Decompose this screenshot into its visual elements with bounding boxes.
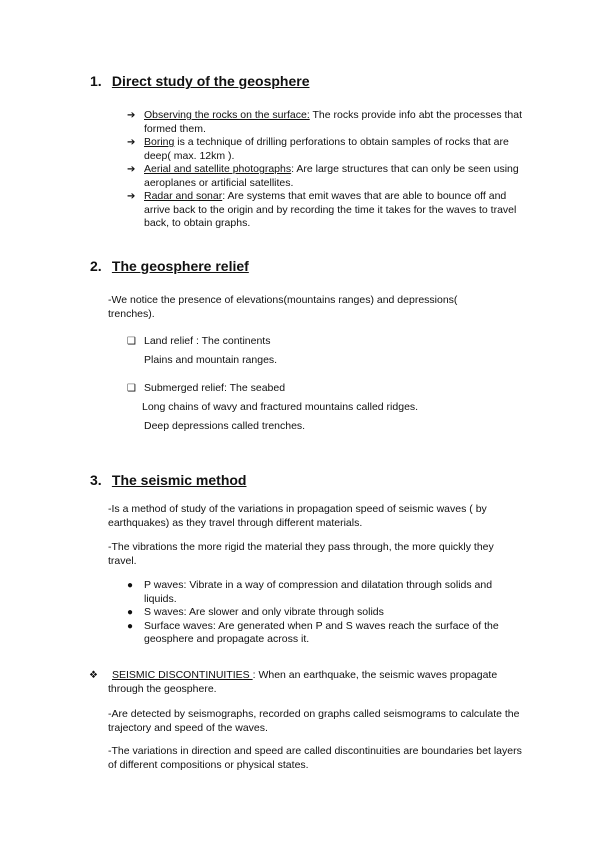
section-number: 1.: [90, 73, 102, 89]
section-1-heading: [90, 73, 309, 89]
arrow-icon: ➔: [127, 191, 136, 202]
submerged-relief-line: Long chains of wavy and fractured mountains called ridges.: [142, 401, 419, 413]
checkbox-icon: ❑: [127, 383, 136, 394]
diamond-bullet-icon: ❖: [89, 670, 98, 681]
bullet-icon: ●: [127, 607, 134, 618]
land-relief-item: [127, 335, 484, 349]
list-item: [127, 109, 526, 136]
item-term: Boring: [144, 136, 175, 148]
item-term: Observing the rocks on the surface:: [144, 109, 310, 121]
paragraph: -The variations in direction and speed are called discontinuities are boundaries bet layers of different compositions or physical states.: [108, 745, 522, 771]
list-item: [127, 163, 526, 190]
bullet-icon: ●: [127, 580, 134, 591]
section-2-intro: -We notice the presence of elevations(mountains ranges) and depressions( trenches).: [108, 294, 458, 320]
item-text: S waves: Are slower and only vibrate through solids: [144, 606, 384, 618]
list-item: [127, 606, 524, 620]
section-title: The seismic method: [111, 472, 247, 488]
submerged-relief-line: Deep depressions called trenches.: [144, 420, 306, 432]
list-item: [127, 579, 524, 606]
section-number: 3.: [90, 472, 102, 488]
submerged-relief-item: [127, 382, 484, 396]
submerged-relief-label: Submerged relief: The seabed: [144, 382, 286, 394]
list-item: [127, 190, 526, 231]
item-text: P waves: Vibrate in a way of compression and dilatation through solids and liquids.: [144, 579, 493, 605]
paragraph: -Is a method of study of the variations in propagation speed of seismic waves ( by earthquakes) as they travel through different materials.: [108, 503, 487, 529]
arrow-icon: ➔: [127, 164, 136, 175]
wave-list: [127, 579, 524, 647]
land-relief-label: Land relief : The continents: [144, 335, 271, 347]
bullet-icon: ●: [127, 620, 134, 632]
section-3-heading: [90, 472, 246, 488]
item-term: SEISMIC DISCONTINUITIES: [112, 669, 253, 681]
item-term: Aerial and satellite photographs: [144, 163, 292, 175]
item-text: : Are large structures that can only be seen using aeroplanes or artificial satellites.: [144, 163, 519, 189]
seismic-discontinuities-item: [89, 669, 528, 696]
arrow-icon: ➔: [127, 137, 136, 148]
list-item: [127, 136, 526, 163]
land-relief-sub: Plains and mountain ranges.: [144, 354, 278, 366]
arrow-icon: ➔: [127, 110, 136, 121]
item-text: Surface waves: Are generated when P and S waves reach the surface of the geosphere and propagate across it.: [144, 619, 499, 645]
item-text: The rocks provide info abt the processes that formed them.: [144, 109, 523, 135]
item-text: is a technique of drilling perforations to obtain samples of rocks that are deep( max. 12km ).: [144, 136, 509, 162]
section-number: 2.: [90, 258, 102, 274]
section-1-list: [127, 109, 526, 231]
item-text: : Are systems that emit waves that are able to bounce off and arrive back to the origin and by recording the time it takes for the waves to travel back, to obtain graphs.: [144, 190, 517, 229]
item-term: Radar and sonar: [144, 190, 223, 202]
paragraph: -The vibrations the more rigid the material they pass through, the more quickly they travel.: [108, 541, 494, 567]
section-title: Direct study of the geosphere: [111, 73, 310, 89]
list-item: [127, 619, 524, 647]
section-title: The geosphere relief: [111, 258, 249, 274]
checkbox-icon: ❑: [127, 336, 136, 347]
item-text: : When an earthquake, the seismic waves propagate through the geosphere.: [108, 669, 498, 695]
section-2-heading: [90, 258, 249, 274]
paragraph: -Are detected by seismographs, recorded on graphs called seismograms to calculate the trajectory and speed of the waves.: [108, 708, 520, 734]
